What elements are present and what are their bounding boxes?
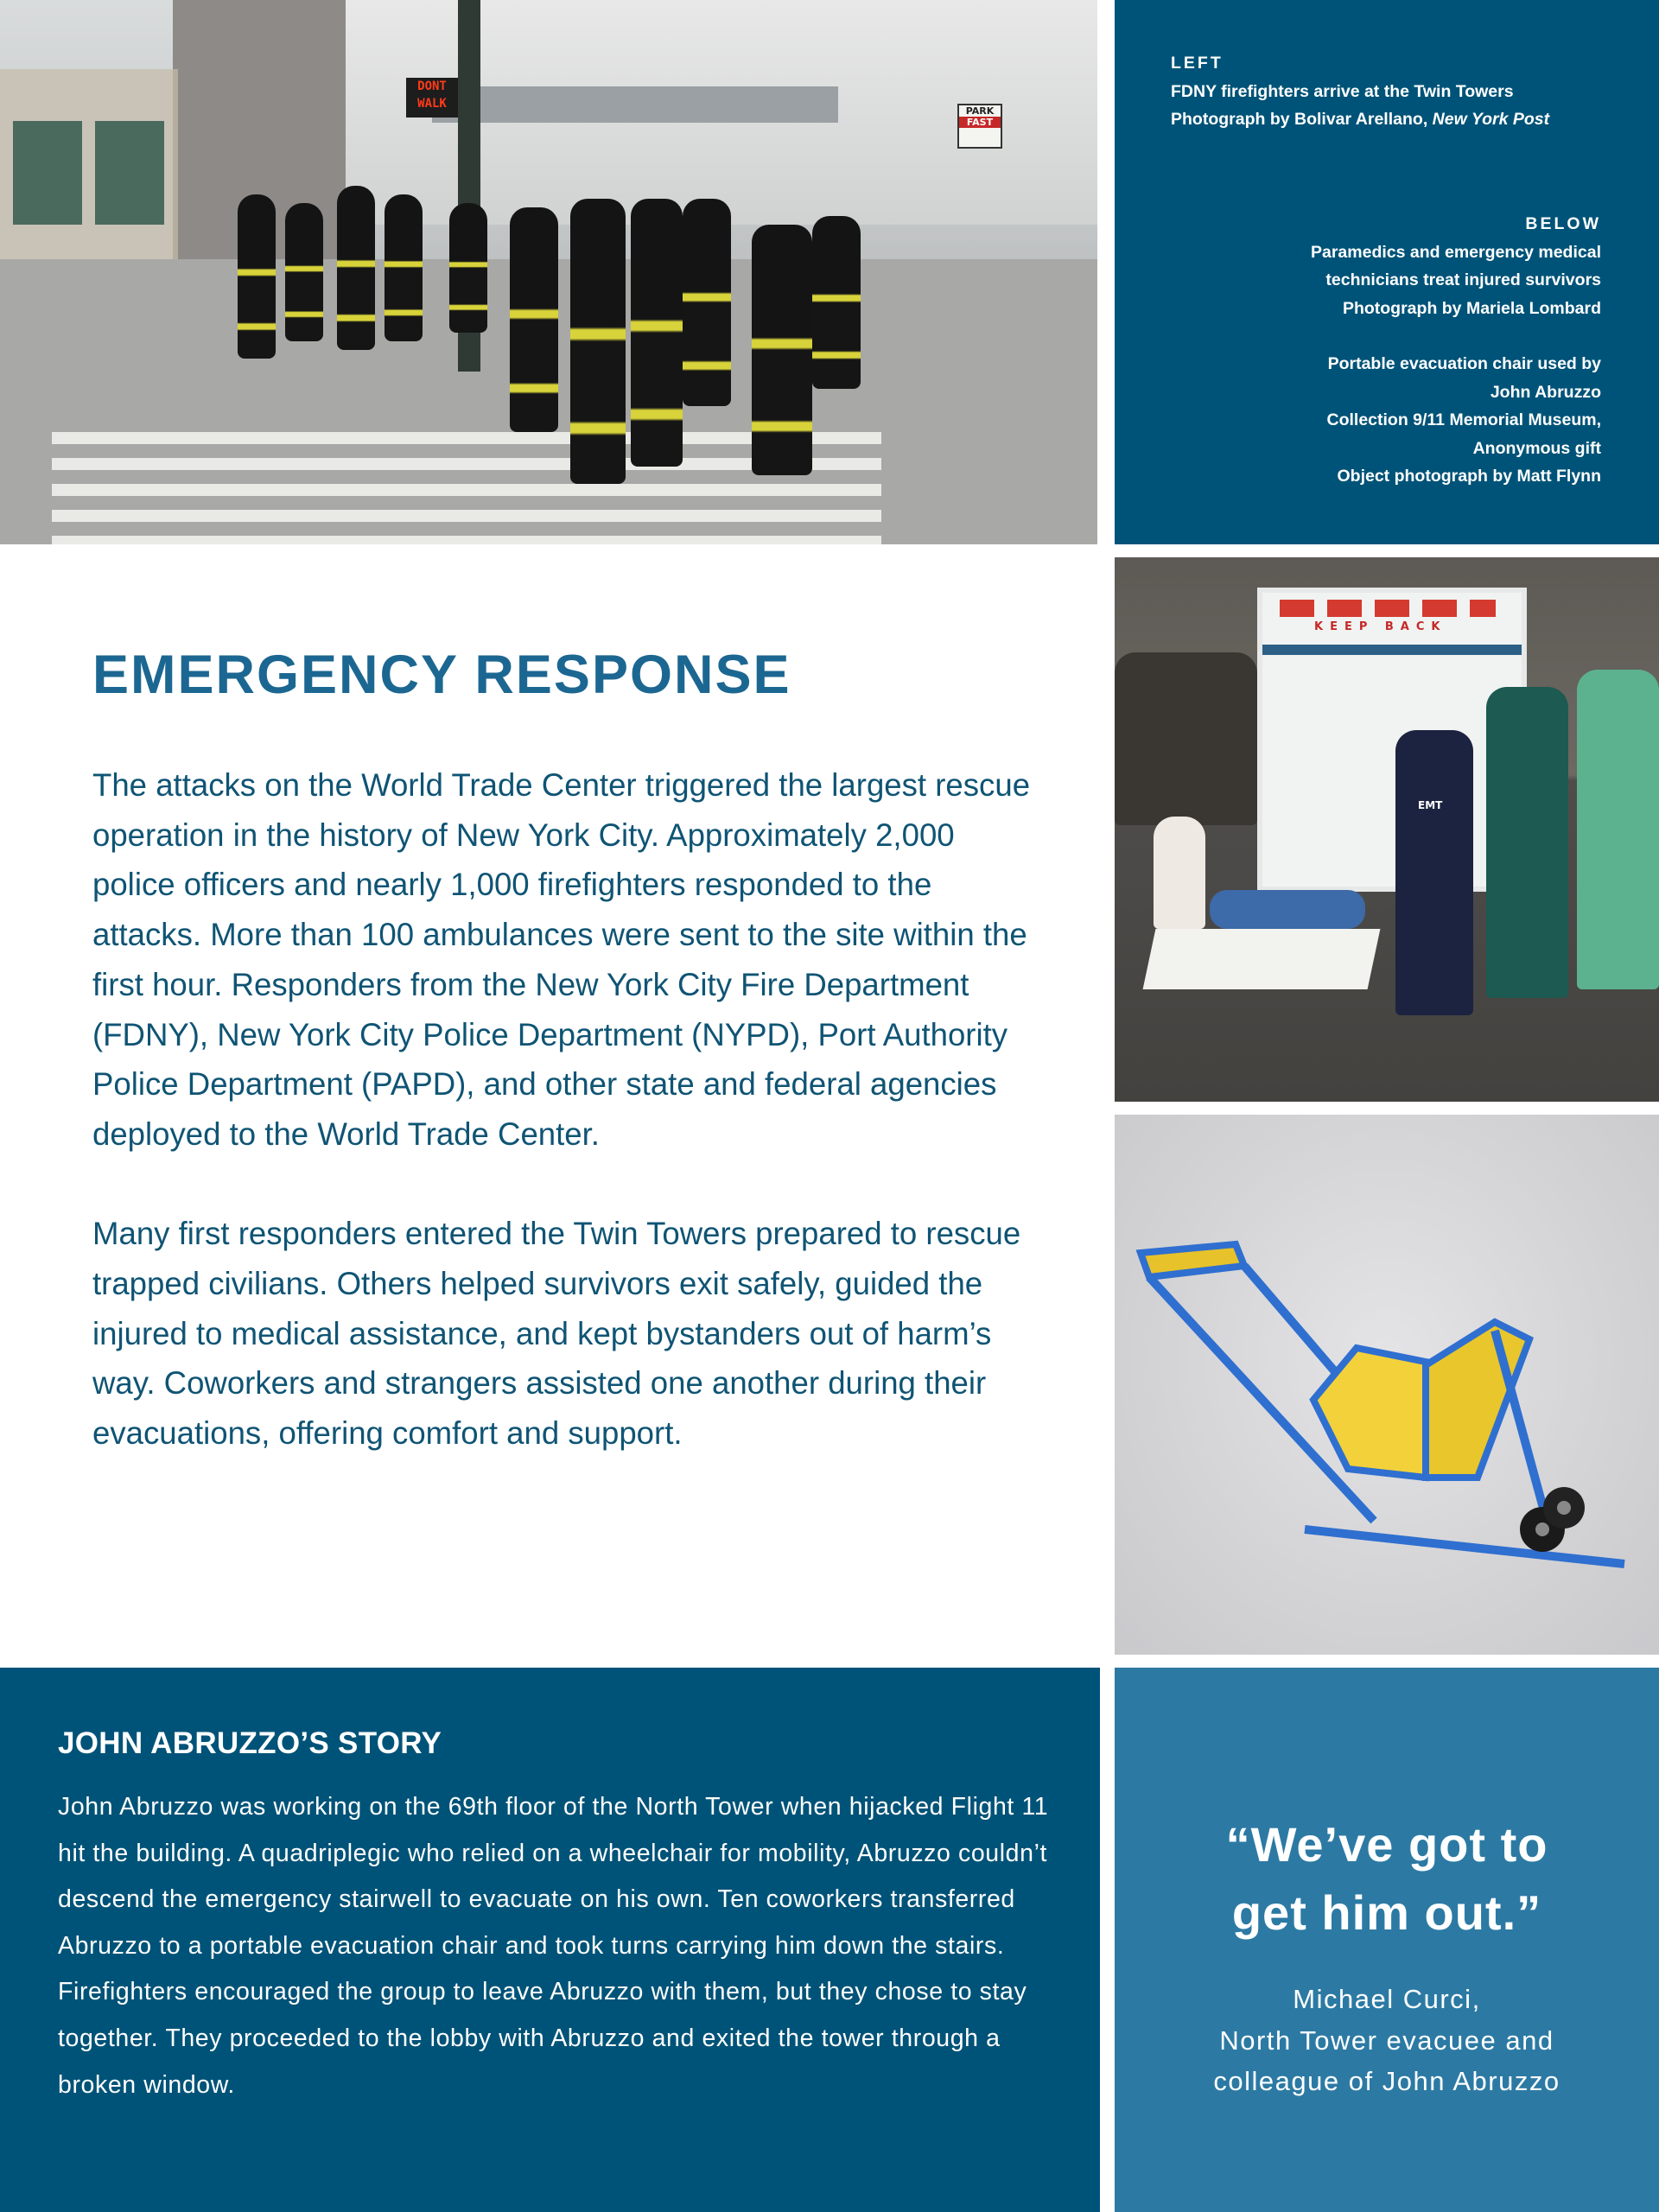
- park-sign-line: FAST: [959, 117, 1001, 128]
- story-body: John Abruzzo was working on the 69th floor of the North Tower when hijacked Flight 11 hit the building. A quadriplegic who relied on a wheelchair for mobility, Abruzzo couldn’t descend the emergency stairwell to evacuate on his own. Ten coworkers transferred Abruzzo to a portable evacuation chair and took turns carrying him down the stairs. Firefighters encouraged the group to leave Abruzzo with them, but they chose to stay together. They proceeded to the lobby with Abruzzo and exited the tower through a broken window.: [58, 1793, 1049, 2099]
- firefighter: [752, 225, 812, 475]
- chair-handle: [1141, 1244, 1244, 1277]
- caption-line: Anonymous gift: [1472, 438, 1601, 458]
- firefighter: [510, 207, 558, 432]
- wheel-hub: [1557, 1501, 1571, 1515]
- firefighter: [238, 194, 276, 359]
- credit-publication: New York Post: [1432, 110, 1550, 129]
- caption-line: Collection 9/11 Memorial Museum,: [1326, 410, 1601, 429]
- park-sign-line: PARK: [965, 105, 995, 117]
- firefighter: [449, 203, 487, 333]
- firefighter: [683, 199, 731, 406]
- quote-line: “We’ve got to: [1225, 1817, 1548, 1872]
- article-heading: EMERGENCY RESPONSE: [92, 645, 791, 705]
- quote-attribution: [1115, 1979, 1659, 2102]
- caption-line: technicians treat injured survivors: [1325, 270, 1601, 289]
- firefighter: [812, 216, 861, 389]
- quote-panel: [1115, 1668, 1659, 2212]
- caption-label: BELOW: [1525, 214, 1601, 233]
- caption-line: Photograph by Mariela Lombard: [1342, 298, 1601, 318]
- caption-line: Object photograph by Matt Flynn: [1337, 467, 1601, 486]
- white-sheet: [1143, 929, 1381, 989]
- caption-left: [1171, 49, 1549, 134]
- attribution-line: Michael Curci,: [1293, 1984, 1481, 2014]
- photo-paramedics-treating-survivors: [1115, 557, 1659, 1102]
- attribution-line: North Tower evacuee and: [1219, 2024, 1554, 2056]
- evacuation-chair-drawing: [1115, 1115, 1659, 1655]
- firefighter: [631, 199, 683, 467]
- pedestrian-bridge: [432, 86, 838, 123]
- story-heading: JOHN ABRUZZO’S STORY: [58, 1726, 442, 1760]
- walk-sign-line: WALK: [417, 97, 447, 111]
- chair-base: [1305, 1529, 1624, 1564]
- caption-line: John Abruzzo: [1490, 382, 1601, 402]
- park-fast-sign: [957, 104, 1002, 149]
- firefighter: [570, 199, 626, 484]
- photo-captions: [1115, 0, 1659, 544]
- paramedic-kneeling: [1154, 817, 1205, 929]
- caption-below: [1311, 210, 1601, 491]
- caption-line: Paramedics and emergency medical: [1310, 242, 1601, 262]
- article-body: [92, 760, 1043, 1459]
- walk-sign-line: DONT: [417, 79, 447, 93]
- injured-survivor: [1210, 890, 1365, 929]
- emt-vest-lettering: EMT: [1418, 799, 1443, 811]
- attribution-line: colleague of John Abruzzo: [1213, 2066, 1560, 2096]
- ambulance-stripe: [1262, 645, 1522, 655]
- ambulance-lights: [1280, 600, 1496, 617]
- booth-window: [95, 121, 164, 225]
- dont-walk-sign: [406, 78, 458, 118]
- quote-line: get him out.”: [1231, 1885, 1542, 1940]
- story-panel: [0, 1668, 1100, 2212]
- firefighter: [385, 194, 423, 341]
- caption-line: FDNY firefighters arrive at the Twin Towers: [1171, 81, 1514, 101]
- caption-line: Portable evacuation chair used by: [1327, 354, 1601, 373]
- responder-green-shirt: [1486, 687, 1568, 998]
- article-paragraph: The attacks on the World Trade Center triggered the largest rescue operation in the history of New York City. Approximately 2,000 police officers and nearly 1,000 firefighters responded to the attacks. More than 100 ambulances were sent to the site within the first hour. Responders from the New York City Fire Department (FDNY), New York City Police Department (NYPD), Port Authority Police Department (PAPD), and other state and federal agencies deployed to the World Trade Center.: [92, 767, 1031, 1152]
- booth-window: [13, 121, 82, 225]
- crowd: [1115, 652, 1257, 825]
- caption-label: LEFT: [1171, 54, 1224, 73]
- article-paragraph: Many first responders entered the Twin Towers prepared to rescue trapped civilians. Others helped survivors exit safely, guided the injured to medical assistance, and kept bystanders out of harm’s way. Coworkers and strangers assisted one another during their evacuations, offering comfort and support.: [92, 1216, 1021, 1452]
- photo-firefighters-arriving: [0, 0, 1097, 544]
- wheel-hub: [1535, 1522, 1549, 1536]
- credit-text: Photograph by Bolivar Arellano,: [1171, 110, 1433, 129]
- pull-quote: [1115, 1810, 1659, 1947]
- firefighter: [285, 203, 323, 341]
- emt-responder: [1395, 730, 1473, 1015]
- caption-credit: [1171, 105, 1549, 134]
- firefighter: [337, 186, 375, 350]
- ambulance-lettering: KEEP BACK: [1314, 620, 1447, 633]
- responder-scrubs: [1577, 670, 1659, 989]
- photo-evacuation-chair: [1115, 1115, 1659, 1655]
